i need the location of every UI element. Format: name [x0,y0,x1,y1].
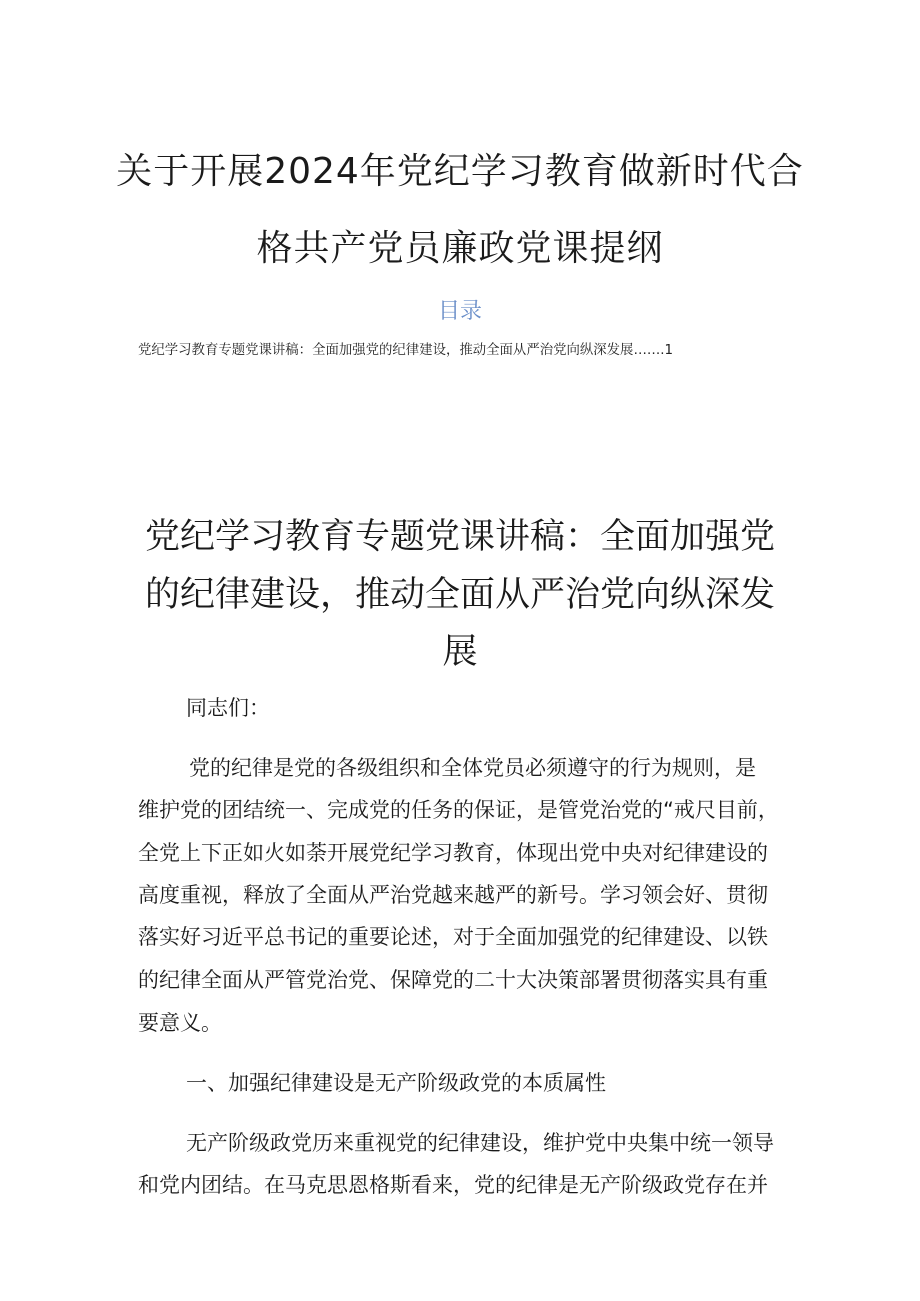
paragraph-line: 党的纪律是党的各级组织和全体党员必须遵守的行为规则，是 [189,756,756,780]
toc-heading: 目录 [437,299,482,324]
section-title-line-1: 党纪学习教育专题党课讲稿：全面加强党 [144,517,775,558]
section-title-line-3: 展 [442,632,478,673]
salutation: 同志们： [186,696,270,720]
toc-entry-text: 党纪学习教育专题党课讲稿：全面加强党的纪律建设，推动全面从严治党向纵深发展…… [138,343,661,358]
paragraph-line: 全党上下正如火如荼开展党纪学习教育，体现出党中央对纪律建设的 [138,841,768,865]
document-title-line-1: 关于开展2024年党纪学习教育做新时代合 [116,151,804,193]
section-heading-1: 一、加强纪律建设是无产阶级政党的本质属性 [186,1071,606,1095]
paragraph-line: 落实好习近平总书记的重要论述，对于全面加强党的纪律建设、以铁 [138,925,768,949]
paragraph-line: 要意义。 [138,1011,222,1035]
paragraph-line: 无产阶级政党历来重视党的纪律建设，维护党中央集中统一领导 [186,1131,774,1155]
section-title-line-2: 的纪律建设，推动全面从严治党向纵深发 [144,575,775,616]
toc-entry[interactable] [138,341,838,361]
paragraph-line: 和党内团结。在马克思恩格斯看来，党的纪律是无产阶级政党存在并 [138,1173,768,1197]
paragraph-line: 维护党的团结统一、完成党的任务的保证，是管党治党的“戒尺目前， [138,798,779,822]
paragraph-line: 高度重视，释放了全面从严治党越来越严的新号。学习领会好、贯彻 [138,883,768,907]
paragraph-line: 的纪律全面从严管党治党、保障党的二十大决策部署贯彻落实具有重 [138,968,768,992]
document-title-line-2: 格共产党员廉政党课提纲 [256,228,664,270]
toc-entry-page: .1 [660,343,674,358]
